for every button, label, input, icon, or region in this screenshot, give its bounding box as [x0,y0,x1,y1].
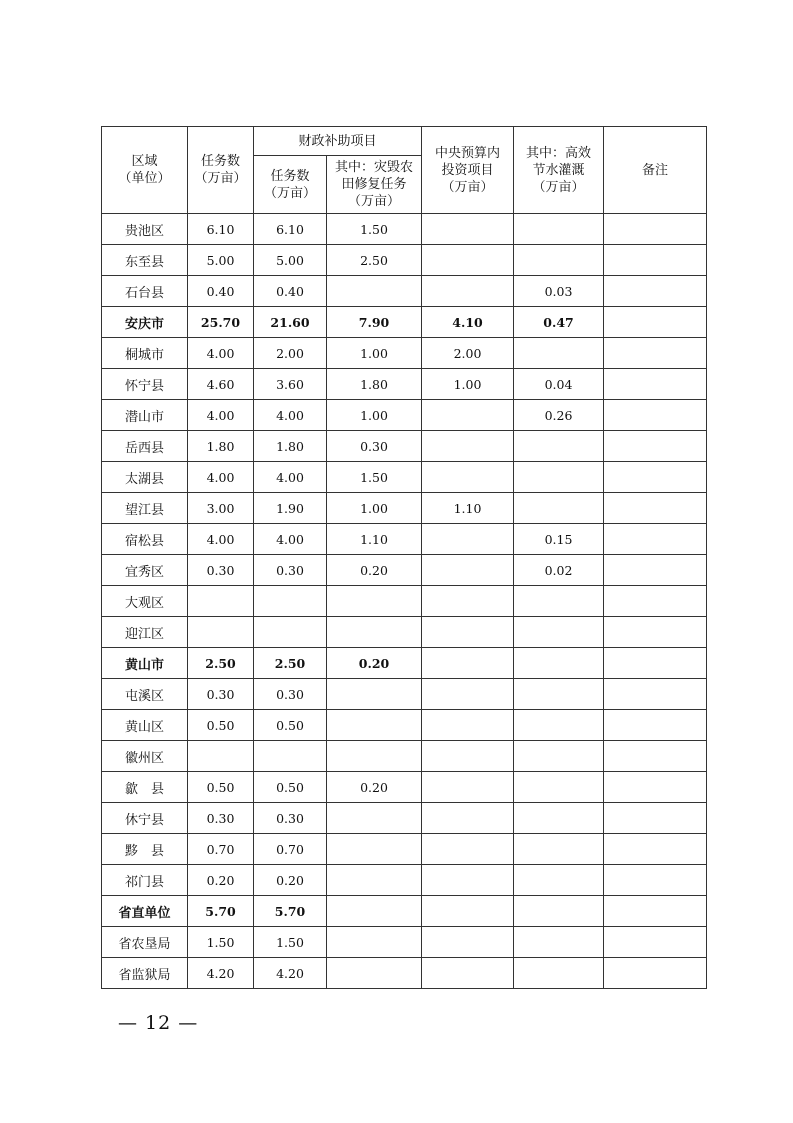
cell-central-budget: 2.00 [422,338,514,369]
cell-water-saving: 0.26 [514,400,604,431]
cell-task-total: 5.70 [188,896,254,927]
cell-task-total: 5.00 [188,245,254,276]
cell-task-total: 0.30 [188,555,254,586]
cell-region: 岳西县 [102,431,188,462]
cell-fiscal-task [254,741,327,772]
cell-central-budget [422,400,514,431]
cell-region: 太湖县 [102,462,188,493]
cell-central-budget [422,927,514,958]
table-row [102,369,707,400]
cell-fiscal-disaster [327,865,422,896]
header-region: 区域 （单位） [102,127,188,214]
cell-central-budget [422,834,514,865]
cell-central-budget [422,245,514,276]
cell-water-saving: 0.03 [514,276,604,307]
cell-fiscal-task: 1.50 [254,927,327,958]
cell-remarks [604,958,707,989]
table-row [102,524,707,555]
cell-fiscal-disaster [327,276,422,307]
cell-task-total: 0.40 [188,276,254,307]
cell-region: 歙 县 [102,772,188,803]
table-row [102,958,707,989]
cell-remarks [604,214,707,245]
header-remarks: 备注 [604,127,707,214]
cell-task-total: 1.50 [188,927,254,958]
cell-task-total: 25.70 [188,307,254,338]
table-row [102,400,707,431]
cell-fiscal-disaster [327,617,422,648]
cell-remarks [604,338,707,369]
cell-remarks [604,493,707,524]
cell-central-budget [422,586,514,617]
cell-fiscal-task [254,617,327,648]
table-row [102,245,707,276]
cell-fiscal-disaster: 1.50 [327,214,422,245]
table-row [102,462,707,493]
cell-water-saving [514,927,604,958]
cell-fiscal-task: 21.60 [254,307,327,338]
cell-central-budget [422,214,514,245]
cell-task-total [188,617,254,648]
cell-task-total: 0.20 [188,865,254,896]
cell-fiscal-disaster: 2.50 [327,245,422,276]
cell-remarks [604,586,707,617]
cell-central-budget [422,803,514,834]
cell-water-saving [514,493,604,524]
cell-water-saving [514,214,604,245]
cell-fiscal-disaster [327,958,422,989]
cell-fiscal-disaster: 0.30 [327,431,422,462]
cell-fiscal-disaster: 1.80 [327,369,422,400]
cell-fiscal-task: 0.50 [254,710,327,741]
cell-fiscal-disaster [327,586,422,617]
cell-water-saving [514,834,604,865]
cell-fiscal-disaster [327,834,422,865]
cell-fiscal-task: 0.30 [254,803,327,834]
cell-remarks [604,462,707,493]
table-row [102,865,707,896]
cell-water-saving [514,586,604,617]
cell-remarks [604,245,707,276]
cell-region: 安庆市 [102,307,188,338]
cell-region: 怀宁县 [102,369,188,400]
cell-fiscal-task: 0.50 [254,772,327,803]
header-fiscal-group: 财政补助项目 [254,127,422,156]
cell-remarks [604,307,707,338]
cell-water-saving: 0.04 [514,369,604,400]
cell-fiscal-disaster [327,741,422,772]
cell-central-budget [422,772,514,803]
cell-fiscal-task: 2.50 [254,648,327,679]
cell-fiscal-disaster [327,803,422,834]
cell-central-budget [422,276,514,307]
cell-water-saving [514,865,604,896]
cell-task-total: 4.00 [188,524,254,555]
cell-central-budget [422,741,514,772]
cell-fiscal-disaster: 1.00 [327,493,422,524]
cell-task-total: 0.70 [188,834,254,865]
cell-fiscal-task: 4.00 [254,524,327,555]
cell-task-total: 4.20 [188,958,254,989]
cell-fiscal-task: 0.30 [254,679,327,710]
cell-remarks [604,710,707,741]
cell-region: 黄山区 [102,710,188,741]
table-row [102,679,707,710]
cell-task-total: 0.30 [188,679,254,710]
cell-water-saving [514,772,604,803]
cell-remarks [604,524,707,555]
cell-fiscal-disaster: 0.20 [327,555,422,586]
table-body [102,214,707,989]
cell-region: 省直单位 [102,896,188,927]
cell-region: 徽州区 [102,741,188,772]
cell-central-budget [422,524,514,555]
cell-fiscal-task: 1.90 [254,493,327,524]
cell-central-budget: 1.00 [422,369,514,400]
cell-water-saving: 0.15 [514,524,604,555]
header-water-saving: 其中：高效 节水灌溉 （万亩） [514,127,604,214]
cell-region: 望江县 [102,493,188,524]
cell-central-budget [422,958,514,989]
cell-central-budget [422,617,514,648]
cell-water-saving [514,648,604,679]
cell-remarks [604,276,707,307]
cell-remarks [604,803,707,834]
cell-task-total: 4.00 [188,338,254,369]
cell-region: 省农垦局 [102,927,188,958]
cell-water-saving: 0.47 [514,307,604,338]
cell-region: 桐城市 [102,338,188,369]
table-row [102,555,707,586]
cell-fiscal-task: 6.10 [254,214,327,245]
cell-region: 祁门县 [102,865,188,896]
table-row [102,276,707,307]
table-row [102,617,707,648]
cell-water-saving [514,803,604,834]
cell-remarks [604,834,707,865]
cell-fiscal-task: 0.30 [254,555,327,586]
table-row [102,648,707,679]
cell-remarks [604,400,707,431]
cell-task-total: 0.30 [188,803,254,834]
cell-task-total: 2.50 [188,648,254,679]
cell-central-budget [422,462,514,493]
cell-fiscal-disaster [327,927,422,958]
cell-fiscal-task: 5.00 [254,245,327,276]
cell-region: 石台县 [102,276,188,307]
cell-central-budget [422,710,514,741]
cell-fiscal-task: 0.20 [254,865,327,896]
table-row [102,586,707,617]
cell-remarks [604,896,707,927]
cell-central-budget [422,679,514,710]
table-row [102,803,707,834]
header-fiscal-disaster: 其中：灾毁农 田修复任务 （万亩） [327,156,422,214]
cell-central-budget [422,865,514,896]
cell-region: 东至县 [102,245,188,276]
cell-water-saving: 0.02 [514,555,604,586]
table-row [102,307,707,338]
table-row [102,493,707,524]
table-row [102,710,707,741]
cell-fiscal-task: 2.00 [254,338,327,369]
cell-water-saving [514,462,604,493]
cell-fiscal-disaster [327,896,422,927]
table-row [102,834,707,865]
cell-water-saving [514,617,604,648]
table-row [102,741,707,772]
cell-fiscal-task: 4.20 [254,958,327,989]
cell-task-total: 0.50 [188,772,254,803]
cell-task-total: 3.00 [188,493,254,524]
cell-central-budget [422,431,514,462]
cell-fiscal-disaster: 7.90 [327,307,422,338]
header-central-budget: 中央预算内 投资项目 （万亩） [422,127,514,214]
page-number: — 12 — [118,1012,199,1034]
cell-fiscal-task: 4.00 [254,400,327,431]
cell-fiscal-task: 0.40 [254,276,327,307]
cell-water-saving [514,741,604,772]
cell-region: 贵池区 [102,214,188,245]
cell-remarks [604,617,707,648]
cell-fiscal-disaster: 1.00 [327,400,422,431]
cell-remarks [604,555,707,586]
cell-water-saving [514,679,604,710]
cell-remarks [604,865,707,896]
cell-fiscal-task: 1.80 [254,431,327,462]
cell-remarks [604,648,707,679]
cell-fiscal-disaster: 1.00 [327,338,422,369]
cell-central-budget [422,555,514,586]
cell-region: 潜山市 [102,400,188,431]
cell-fiscal-disaster [327,679,422,710]
cell-central-budget: 1.10 [422,493,514,524]
cell-fiscal-disaster: 0.20 [327,648,422,679]
cell-region: 宜秀区 [102,555,188,586]
cell-task-total: 4.60 [188,369,254,400]
cell-region: 屯溪区 [102,679,188,710]
cell-task-total: 4.00 [188,400,254,431]
table-row [102,338,707,369]
cell-water-saving [514,958,604,989]
cell-region: 黟 县 [102,834,188,865]
cell-central-budget [422,896,514,927]
cell-fiscal-task: 0.70 [254,834,327,865]
cell-task-total: 1.80 [188,431,254,462]
cell-fiscal-disaster: 1.10 [327,524,422,555]
cell-central-budget: 4.10 [422,307,514,338]
cell-region: 休宁县 [102,803,188,834]
cell-water-saving [514,431,604,462]
cell-remarks [604,772,707,803]
cell-region: 宿松县 [102,524,188,555]
header-task-total: 任务数 （万亩） [188,127,254,214]
allocation-table [101,126,707,989]
cell-remarks [604,679,707,710]
cell-central-budget [422,648,514,679]
cell-fiscal-task: 4.00 [254,462,327,493]
cell-remarks [604,741,707,772]
cell-task-total [188,741,254,772]
table-row [102,431,707,462]
cell-region: 省监狱局 [102,958,188,989]
cell-task-total: 4.00 [188,462,254,493]
cell-fiscal-task: 5.70 [254,896,327,927]
table-row [102,772,707,803]
cell-remarks [604,431,707,462]
cell-task-total: 6.10 [188,214,254,245]
cell-remarks [604,927,707,958]
cell-region: 迎江区 [102,617,188,648]
header-fiscal-task: 任务数 （万亩） [254,156,327,214]
table-row [102,214,707,245]
cell-task-total: 0.50 [188,710,254,741]
cell-fiscal-disaster: 0.20 [327,772,422,803]
cell-region: 黄山市 [102,648,188,679]
cell-water-saving [514,338,604,369]
cell-remarks [604,369,707,400]
cell-water-saving [514,710,604,741]
cell-water-saving [514,245,604,276]
table-row [102,896,707,927]
cell-task-total [188,586,254,617]
cell-fiscal-disaster: 1.50 [327,462,422,493]
cell-fiscal-disaster [327,710,422,741]
table-row [102,927,707,958]
cell-fiscal-task: 3.60 [254,369,327,400]
cell-region: 大观区 [102,586,188,617]
cell-water-saving [514,896,604,927]
cell-fiscal-task [254,586,327,617]
